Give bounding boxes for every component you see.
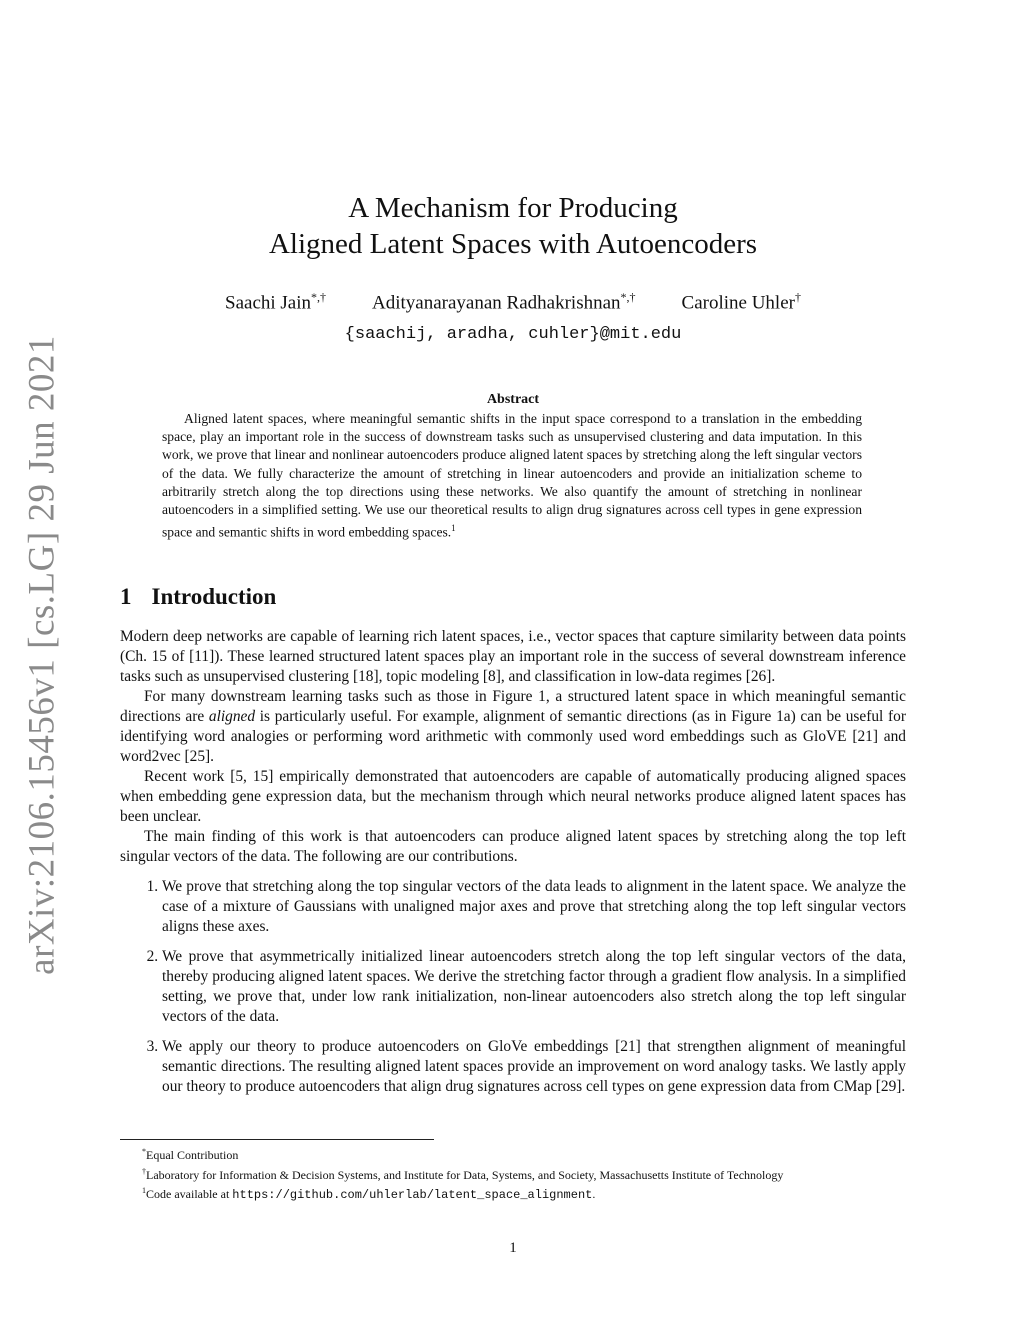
author-name: Saachi Jain	[225, 292, 312, 314]
footnote-text: Laboratory for Information & Decision Systems, and Institute for Data, Systems, and Society, Massachusetts Institute of Technology	[146, 1167, 784, 1182]
paragraph: Modern deep networks are capable of learning rich latent spaces, i.e., vector spaces that capture similarity between data points (Ch. 15 of [11]). These learned structured latent spaces play an important role in the success of several downstream inference tasks such as unsupervised clustering [18], topic modeling [8], and classification in low-data regimes [26].	[120, 628, 906, 685]
list-item: 3. We apply our theory to produce autoencoders on GloVe embeddings [21] that strengthen alignment of meaningful semantic directions. The resulting aligned latent spaces provide an improvement on word analogy tasks. We lastly apply our theory to produce autoencoders that align drug signatures across cell types on gene expression data from CMap [29].	[162, 1037, 906, 1097]
footnote	[120, 1144, 906, 1164]
author	[372, 290, 636, 314]
paragraph: Recent work [5, 15] empirically demonstrated that autoencoders are capable of automatically producing aligned spaces when embedding gene expression data, but the mechanism through which neural networks produce aligned latent spaces has been unclear.	[120, 768, 906, 825]
arxiv-identifier-text: arXiv:2106.15456v1 [cs.LG] 29 Jun 2021	[21, 335, 63, 975]
author-emails: {saachij, aradha, cuhler}@mit.edu	[344, 325, 682, 344]
code-link[interactable]: https://github.com/uhlerlab/latent_space_alignment	[232, 1188, 593, 1202]
author-name: Caroline Uhler	[681, 292, 795, 314]
footnote-mark: 1	[142, 1186, 146, 1195]
author	[225, 290, 326, 314]
footnote-divider	[120, 1139, 434, 1140]
paper-title	[120, 190, 906, 262]
section-title: Introduction	[151, 584, 277, 609]
author-list	[120, 290, 906, 314]
author-affiliation-marks: †	[794, 290, 801, 304]
footnote-mark: *	[142, 1147, 146, 1156]
contributions-list	[120, 877, 906, 1097]
title-line-1: A Mechanism for Producing	[348, 192, 678, 224]
footnote-text: .	[592, 1187, 596, 1201]
abstract-body: Aligned latent spaces, where meaningful semantic shifts in the input space correspond to a translation in the embedding space, play an important role in the success of downstream tasks such as unsupervised clustering and data imputation. In this work, we prove that linear and nonlinear autoencoders produce aligned latent spaces by stretching along the left singular vectors of the data. We fully characterize the amount of stretching in linear autoencoders and provide an initialization scheme to arbitrarily stretch along the top directions using these networks. We also quantify the amount of stretching in nonlinear autoencoders in a simplified setting. We use our theoretical results to align drug signatures across cell types in gene expression space and semantic shifts in word embedding spaces.	[162, 411, 862, 540]
footnote	[120, 1183, 906, 1204]
abstract-text	[162, 410, 862, 542]
section-heading	[120, 584, 276, 610]
list-item: 2. We prove that asymmetrically initialized linear autoencoders stretch along the top left singular vectors of the data, thereby producing aligned latent spaces. We derive the stretching factor through a gradient flow analysis. In a simplified setting, we prove that, under low rank initialization, non-linear autoencoders also stretch along the top left singular vectors of the data.	[162, 947, 906, 1027]
title-line-2: Aligned Latent Spaces with Autoencoders	[268, 228, 758, 260]
paragraph	[120, 687, 906, 767]
footnote	[120, 1164, 906, 1184]
introduction-body	[120, 627, 906, 1107]
author-name: Adityanarayanan Radhakrishnan	[372, 292, 621, 314]
paragraph-text: is particularly useful. For example, alignment of semantic directions (as in Figure 1a) can be useful for identifying word analogies or performing word arithmetic with commonly used word embeddings such as GloVE [21] and word2vec [25].	[120, 708, 906, 765]
emphasis-text: aligned	[208, 708, 256, 725]
abstract-heading: Abstract	[486, 392, 540, 407]
author-affiliation-marks: *,†	[620, 290, 636, 304]
footnote-mark: †	[142, 1166, 146, 1176]
list-item: 1. We prove that stretching along the top singular vectors of the data leads to alignment in the latent space. We analyze the case of a mixture of Gaussians with unaligned major axes and prove that stretching along the top left singular vectors aligns these axes.	[162, 877, 906, 937]
paragraph-text: For many downstream learning tasks such as those in Figure 1, a structured latent space in which meaningful semantic directions are	[120, 688, 906, 725]
abstract-footnote-mark: 1	[451, 523, 456, 534]
footnote-text: Code available at	[146, 1187, 233, 1201]
author	[682, 290, 801, 314]
author-affiliation-marks: *,†	[311, 290, 327, 304]
paragraph: The main finding of this work is that autoencoders can produce aligned latent spaces by stretching along the top left singular vectors of the data. The following are our contributions.	[120, 828, 906, 865]
section-number: 1	[120, 584, 132, 609]
footnote-text: Equal Contribution	[146, 1148, 239, 1162]
footnotes	[120, 1144, 906, 1204]
arxiv-identifier-stamp	[18, 335, 66, 975]
page-number: 1	[509, 1240, 517, 1256]
